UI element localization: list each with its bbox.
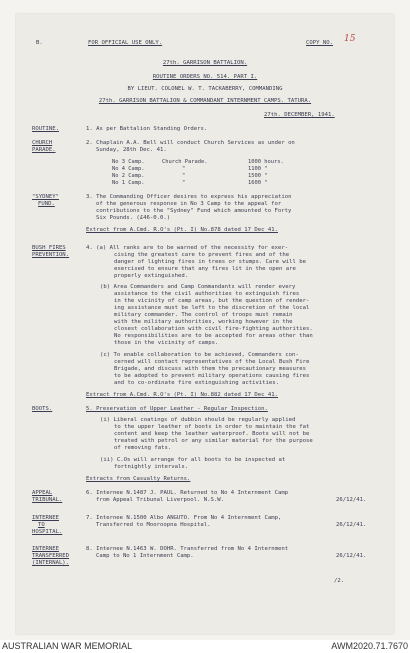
heading-internee-3: HOSPITAL. — [32, 529, 63, 535]
bush-a-3: danger of lighting fires in trees or stumps. Care will be — [114, 259, 306, 265]
church-camp-2: No 4 Camp. — [112, 166, 145, 172]
boots-ii-1: (ii) C.Os will arrange for all boots to be inspected at — [100, 457, 286, 463]
bush-b-7: closest collaboration with civil fire-fighting authorities. — [114, 326, 313, 332]
church-time-1: 1000 hours. — [248, 159, 284, 165]
church-label-4: " — [182, 180, 186, 186]
heading-transfer-2: TRANSFERRED — [32, 553, 70, 559]
commander-line: BY LIEUT. COLONEL W. T. TACKABERRY, COMMANDING — [127, 86, 283, 92]
bush-b-3: in the vicinity of camp areas, but the question of render- — [114, 298, 310, 304]
bush-b-1: (b) Area Commanders and Camp Commandants will render every — [100, 284, 296, 290]
units-line: 27th. GARRISON BATTALION & COMMANDANT INTERNMENT CAMPS. TATURA. — [98, 98, 312, 104]
sydney-text-3: contributions to the "Sydney" Fund which amounted to Forty — [96, 208, 292, 214]
bush-a-2: cising the greatest care to prevent fires and of the — [114, 252, 290, 258]
archive-source: AUSTRALIAN WAR MEMORIAL — [2, 641, 133, 651]
bush-b-5: military commander. The control of troops must remain — [114, 312, 293, 318]
heading-internee: INTERNEE — [32, 515, 59, 521]
bush-c-1: (c) To enable collaboration to be achieved, Commanders con- — [100, 352, 299, 358]
heading-routine: ROUTINE. — [32, 126, 59, 132]
appeal-text-2: from Appeal Tribunal Liverpool. N.S.W. — [96, 497, 224, 503]
church-label-1: Church Parade. — [162, 159, 208, 165]
heading-bush-fires-2: PREVENTION. — [32, 252, 70, 258]
internee-date: 26/12/41. — [336, 522, 367, 528]
unit-title: 27th. GARRISON BATTALION. — [162, 60, 248, 66]
document-page — [16, 14, 394, 634]
bush-a-1: 4. (a) All ranks are to be warned of the necessity for exer- — [86, 245, 289, 251]
heading-boots: BOOTS. — [32, 406, 53, 412]
heading-church-2: PARADE. — [32, 147, 56, 153]
bush-c-4: to be adopted to prevent military operations causing fires — [114, 373, 310, 379]
boots-i-1: (i) Liberal coatings of dubbin should be regularly applied — [100, 417, 296, 423]
bush-a-4: exercised to ensure that any fires lit in the open are — [114, 266, 296, 272]
boots-i-2: to the upper leather of boots in order to maintain the fat — [114, 424, 310, 430]
copy-number-handwritten: 15 — [344, 34, 356, 44]
copy-number-label: COPY NO. — [306, 40, 333, 46]
bush-a-5: properly extinguished. — [114, 273, 189, 279]
archive-reference: AWM2020.71.7670 — [331, 641, 408, 651]
church-time-2: 1100 " — [248, 166, 268, 172]
church-text-2: Sunday, 28th Dec. 41. — [96, 147, 167, 153]
transfer-text-1: 8. Internee N.1463 W. DOHR. Transferred from No 4 Internment — [86, 546, 289, 552]
sydney-extract: Extract from A.Cmd. R.O's (Pt. I) No.878 dated 17 Dec 41. — [86, 227, 278, 233]
bush-b-8: No responsibilities are to be accepted for areas other than — [114, 333, 313, 339]
heading-church: CHURCH — [32, 140, 53, 146]
boots-i-4: treated with petrol or any similar material for the purpose — [114, 438, 313, 444]
transfer-text-2: Camp to No 1 Internment Camp. — [96, 553, 194, 559]
church-label-2: " — [182, 166, 186, 172]
internee-text-1: 7. Internee N.1500 Albo ANGUTO. From No 4 Internment Camp, — [86, 515, 282, 521]
bush-fires-extract: Extract from A.Cmd. R.O's (Pt. I) No.882 dated 17 Dec 41. — [86, 392, 278, 398]
heading-appeal: APPEAL — [32, 490, 53, 496]
casualty-extract: Extracts from Casualty Returns. — [86, 476, 191, 482]
church-time-3: 1500 " — [248, 173, 268, 179]
sydney-text-2: of the generous response in No 3 Camp to the appeal for — [96, 201, 282, 207]
church-text-1: 2. Chaplain A.A. Bell will conduct Church Services as under on — [86, 140, 295, 146]
orders-title: ROUTINE ORDERS NO. 514. PART I. — [152, 74, 258, 80]
boots-ii-2: fortnightly intervals. — [114, 464, 189, 470]
transfer-date: 26/12/41. — [336, 553, 367, 559]
routine-text: 1. As per Battalion Standing Orders. — [86, 126, 208, 132]
bush-b-4: ing assistance must be left to the discretion of the local — [114, 305, 310, 311]
church-camp-3: No 2 Camp. — [112, 173, 145, 179]
bush-c-3: Brigade, and discuss with them the precautionary measures — [114, 366, 306, 372]
internee-text-2: Transferred to Mooroopna Hospital. — [96, 522, 211, 528]
page-mark: B. — [36, 40, 43, 46]
classification: FOR OFFICIAL USE ONLY. — [88, 40, 163, 46]
heading-transfer: INTERNEE — [32, 546, 59, 552]
appeal-text-1: 6. Internee N.1487 J. PAUL. Returned to No 4 Internment Camp — [86, 490, 289, 496]
boots-i-3: content and keep the leather waterproof. Boots will not be — [114, 431, 310, 437]
sydney-text-1: 3. The Commanding Officer desires to express his appreciation — [86, 194, 292, 200]
church-label-3: " — [182, 173, 186, 179]
heading-sydney-2: FUND. — [38, 201, 55, 207]
church-camp-4: No 1 Camp. — [112, 180, 145, 186]
church-time-4: 1600 " — [248, 180, 268, 186]
heading-transfer-3: (INTERNAL). — [32, 560, 70, 566]
appeal-date: 26/12/41. — [336, 497, 367, 503]
bush-b-2: assistance to the civil authorities to extinguish fires — [114, 291, 300, 297]
boots-i-5: of removing fats. — [114, 445, 172, 451]
bush-c-2: cerned will contact representatives of the Local Bush Fire — [114, 359, 310, 365]
sydney-text-4: Six Pounds. (£46-0.0.) — [96, 215, 171, 221]
bush-c-5: and to co-ordinate fire extinguishing activities. — [114, 380, 280, 386]
church-camp-1: No 3 Camp. — [112, 159, 145, 165]
heading-internee-2: TO — [38, 522, 45, 528]
heading-bush-fires: BUSH FIRES — [32, 245, 66, 251]
bush-b-9: those in the vicinity of camps. — [114, 340, 219, 346]
bush-b-6: with the military authorities, working however in the — [114, 319, 293, 325]
heading-sydney: "SYDNEY" — [32, 194, 59, 200]
boots-text: 5. Preservation of Upper Leather - Regular Inspection. — [86, 406, 268, 412]
archive-footer — [0, 640, 410, 653]
heading-appeal-2: TRIBUNAL. — [32, 497, 63, 503]
order-date: 27th. DECEMBER, 1941. — [264, 112, 335, 118]
page-continuation: /2. — [334, 578, 345, 584]
